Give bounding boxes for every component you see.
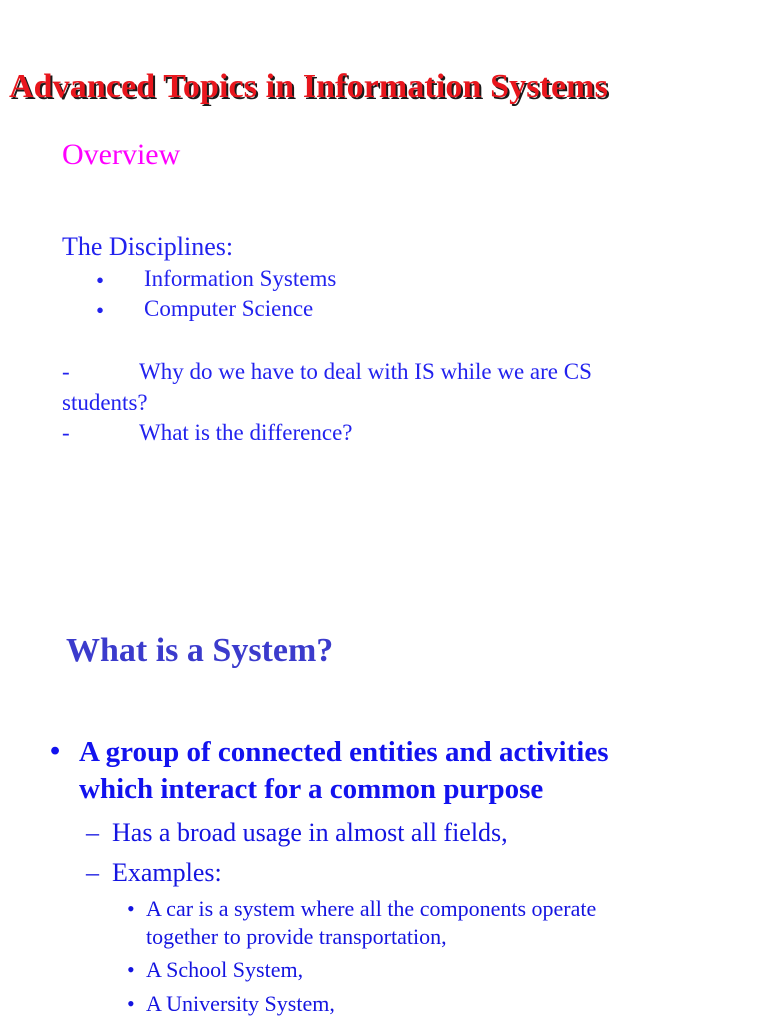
discipline-item-computer-science: Computer Science: [144, 296, 314, 321]
question-why-is-line2: students?: [62, 390, 148, 415]
example-university-system: A University System,: [146, 991, 335, 1016]
example-car-line2: together to provide transportation,: [146, 924, 447, 949]
question-why-is-line1: Why do we have to deal with IS while we are CS: [139, 359, 592, 384]
sub-item-examples: Examples:: [112, 858, 222, 887]
question-difference: What is the difference?: [139, 420, 353, 445]
example-bullet: •: [127, 991, 135, 1016]
disciplines-heading: The Disciplines:: [62, 232, 234, 261]
system-heading: What is a System?: [66, 632, 334, 669]
question-dash: -: [62, 420, 70, 445]
overview-heading-clipped: [62, 138, 232, 175]
discipline-bullet: •: [96, 298, 105, 323]
example-bullet: •: [127, 957, 135, 982]
system-definition-line2: which interact for a common purpose: [79, 773, 544, 805]
example-bullet: •: [127, 896, 135, 921]
overview-text: Overview: [62, 138, 181, 171]
example-car-line1: A car is a system where all the components operate: [146, 896, 597, 921]
example-school-system: A School System,: [146, 957, 304, 982]
sub-item-broad-usage: Has a broad usage in almost all fields,: [112, 818, 508, 847]
question-dash: -: [62, 359, 70, 384]
discipline-item-information-systems: Information Systems: [144, 266, 337, 291]
sub-item-dash: –: [86, 858, 99, 887]
sub-item-dash: –: [86, 818, 99, 847]
main-bullet-dot: •: [50, 735, 61, 767]
slide-title: Advanced Topics in Information Systems: [9, 68, 608, 105]
discipline-bullet: •: [96, 268, 105, 293]
system-definition-line1: A group of connected entities and activities: [79, 736, 609, 768]
